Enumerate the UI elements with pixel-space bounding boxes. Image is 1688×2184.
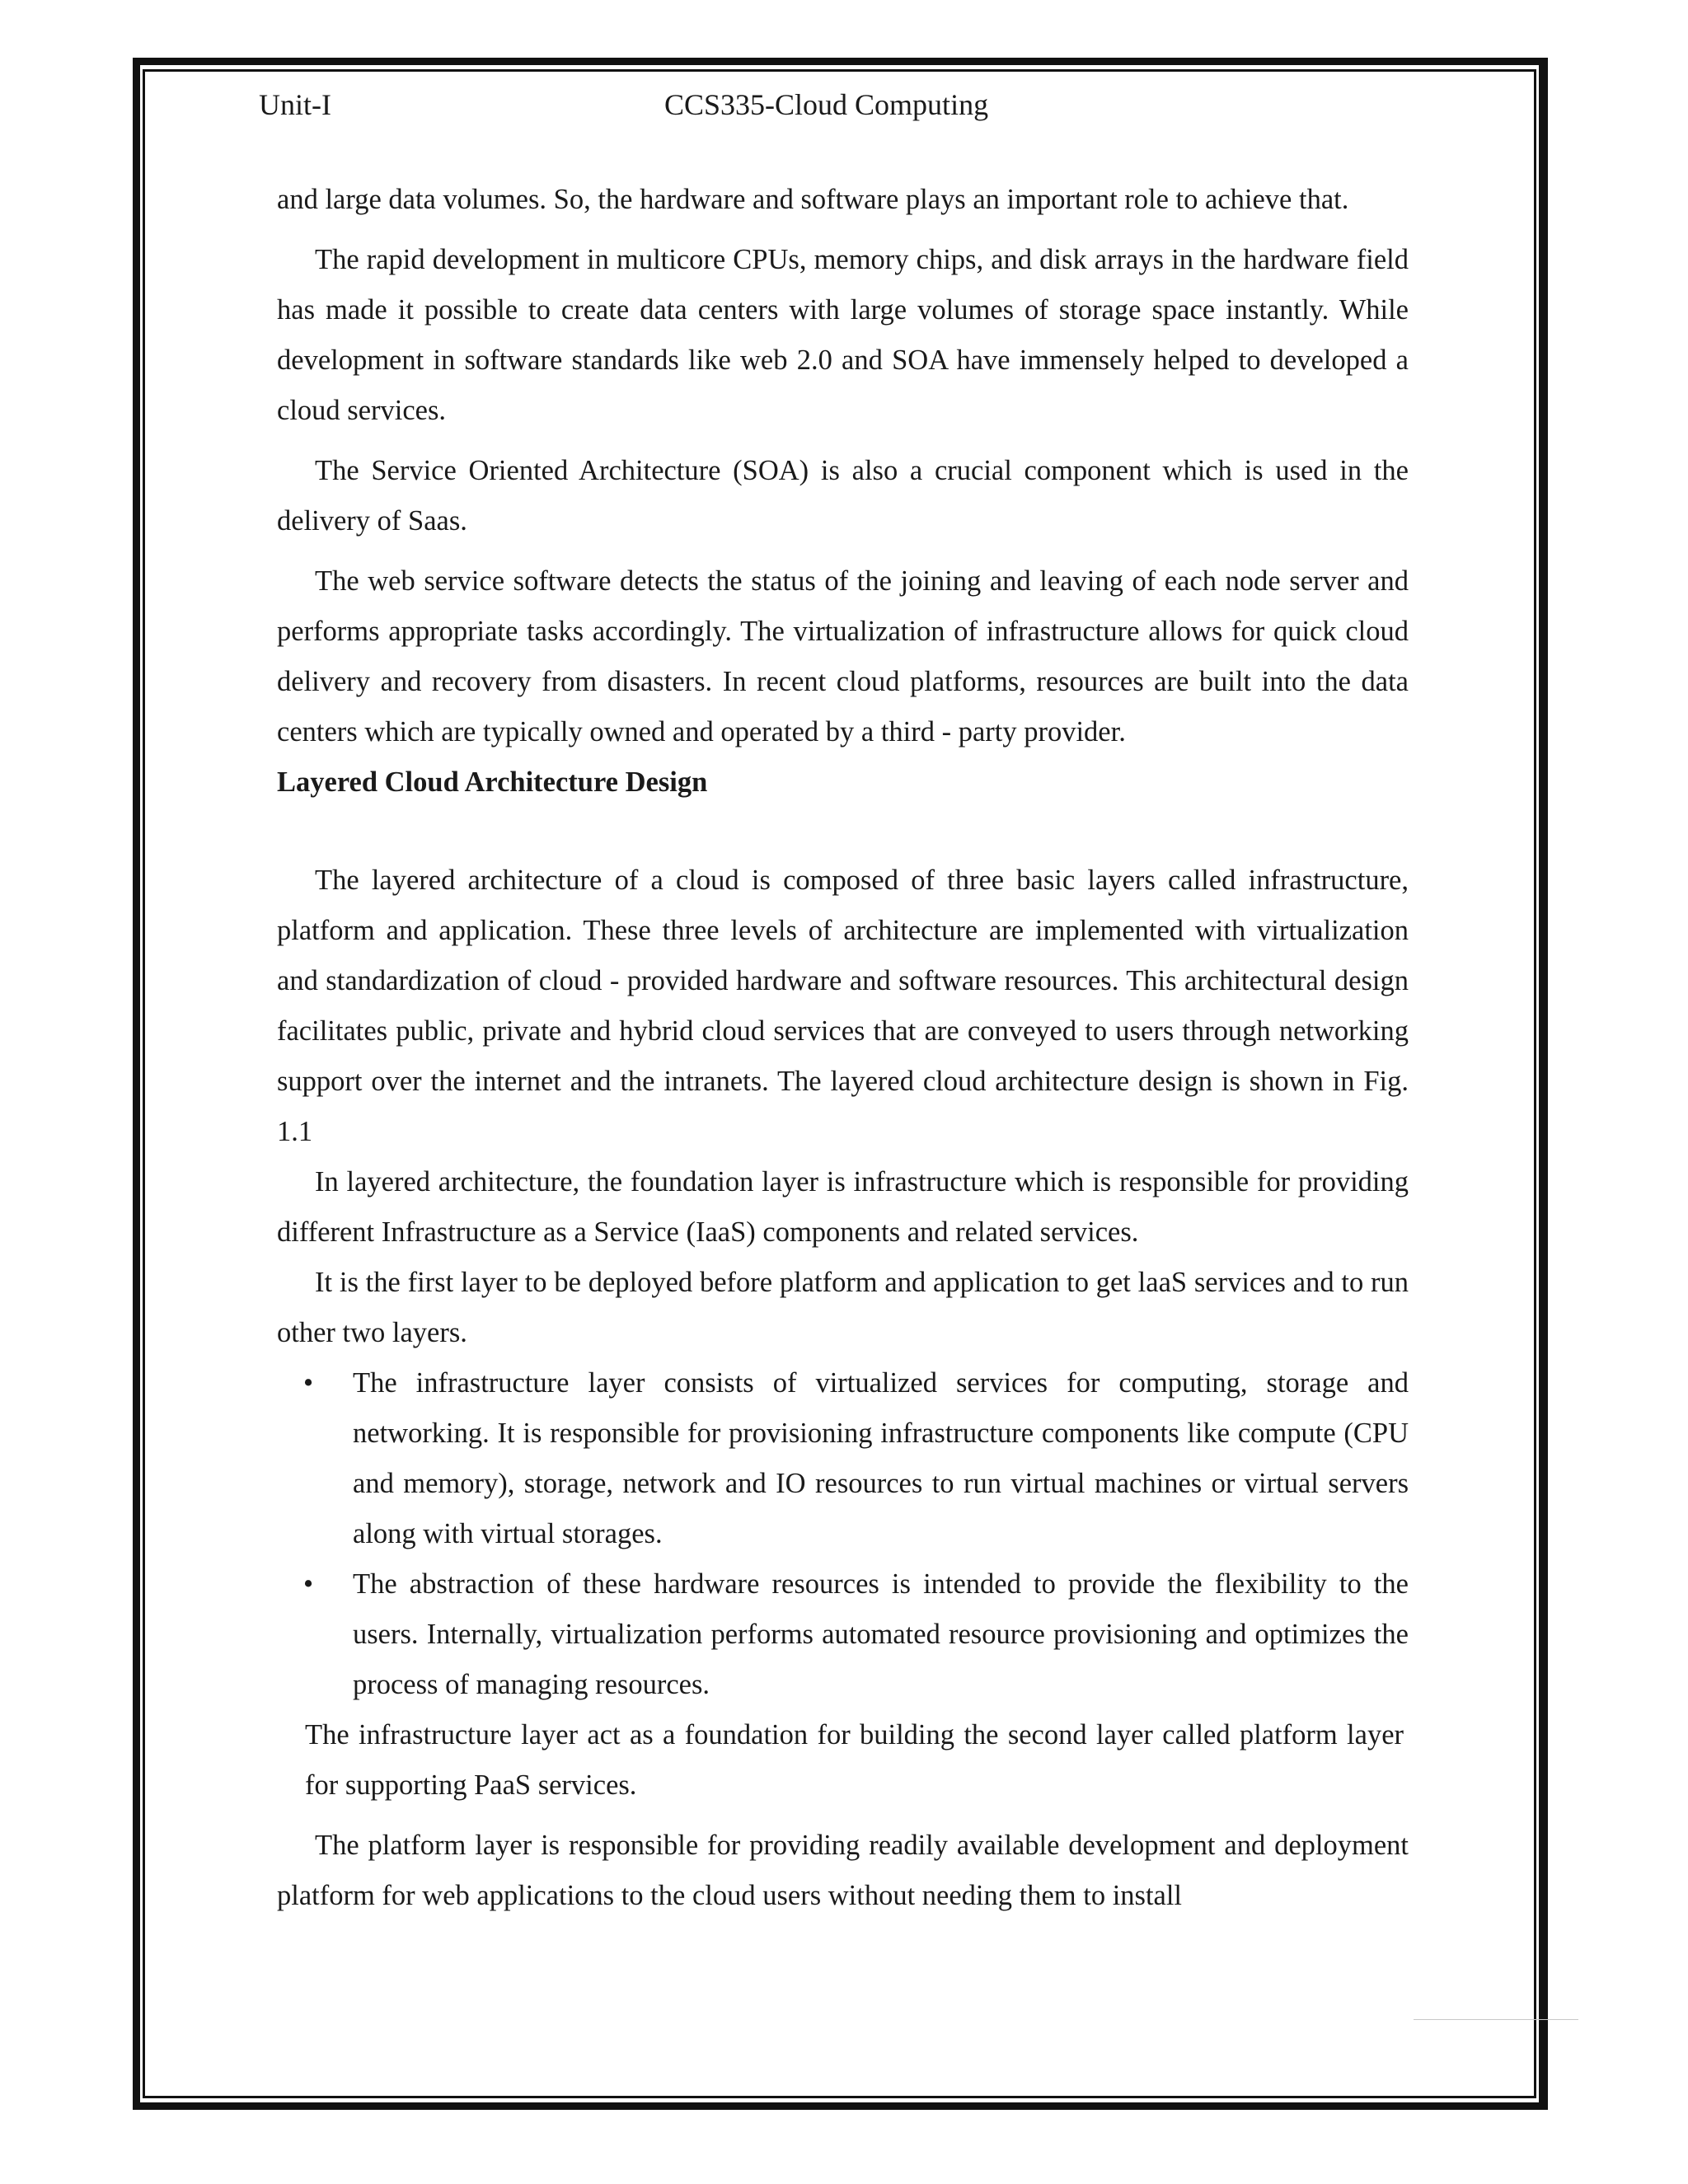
paragraph-2: The rapid development in multicore CPUs, memory chips, and disk arrays in the hardware field has made it possible to create data centers with large volumes of storage space instantly. While development in software standards like web 2.0 and SOA have immensely helped to developed a cloud services. (277, 244, 1409, 426)
paragraph-8: The infrastructure layer act as a foundation for building the second layer called platform layer for supporting PaaS services. (305, 1719, 1404, 1801)
list-item-text: The infrastructure layer consists of virtualized services for computing, storage and networking. It is responsible for provisioning infrastructure components like compute (CPU and memory), storage, network and IO resources to run virtual machines or virtual servers along with virtual storages. (353, 1367, 1409, 1549)
paragraph-5: The layered architecture of a cloud is composed of three basic layers called infrastructure, platform and application. These three levels of architecture are implemented with virtualization and standardization of cloud - provided hardware and software resources. This architectural design facilitates public, private and hybrid cloud services that are conveyed to users through networking support over the internet and the intranets. The layered cloud architecture design is shown in Fig. 1.1 (277, 865, 1409, 1147)
section-heading: Layered Cloud Architecture Design (277, 766, 708, 798)
divider-line (1414, 2019, 1578, 2020)
paragraph-1: and large data volumes. So, the hardware and software plays an important role to achieve that. (277, 184, 1349, 215)
page-header (0, 87, 1688, 129)
spacer (277, 808, 1409, 855)
list-item (277, 1358, 1409, 1559)
bullet-list (277, 1358, 1409, 1710)
list-item (277, 1559, 1409, 1710)
header-unit: Unit-I (259, 88, 331, 121)
bullet-icon: • (303, 1568, 314, 1600)
bullet-icon: • (303, 1367, 314, 1399)
paragraph-4: The web service software detects the status of the joining and leaving of each node server and performs appropriate tasks accordingly. The virtualization of infrastructure allows for quick cloud delivery and recovery from disasters. In recent cloud platforms, resources are built into the data centers which are typically owned and operated by a third - party provider. (277, 565, 1409, 748)
list-item-text: The abstraction of these hardware resources is intended to provide the flexibility to the users. Internally, virtualization performs automated resource provisioning and optimizes the process of managing resources. (353, 1568, 1409, 1700)
paragraph-7: It is the first layer to be deployed before platform and application to get laaS services and to run other two layers. (277, 1267, 1409, 1348)
document-body (277, 175, 1409, 1921)
paragraph-6: In layered architecture, the foundation layer is infrastructure which is responsible for providing different Infrastructure as a Service (IaaS) components and related services. (277, 1166, 1409, 1248)
paragraph-9: The platform layer is responsible for providing readily available development and deployment platform for web applications to the cloud users without needing them to install (277, 1830, 1409, 1911)
paragraph-3: The Service Oriented Architecture (SOA) is also a crucial component which is used in the delivery of Saas. (277, 455, 1409, 537)
header-course-title: CCS335-Cloud Computing (664, 88, 989, 121)
